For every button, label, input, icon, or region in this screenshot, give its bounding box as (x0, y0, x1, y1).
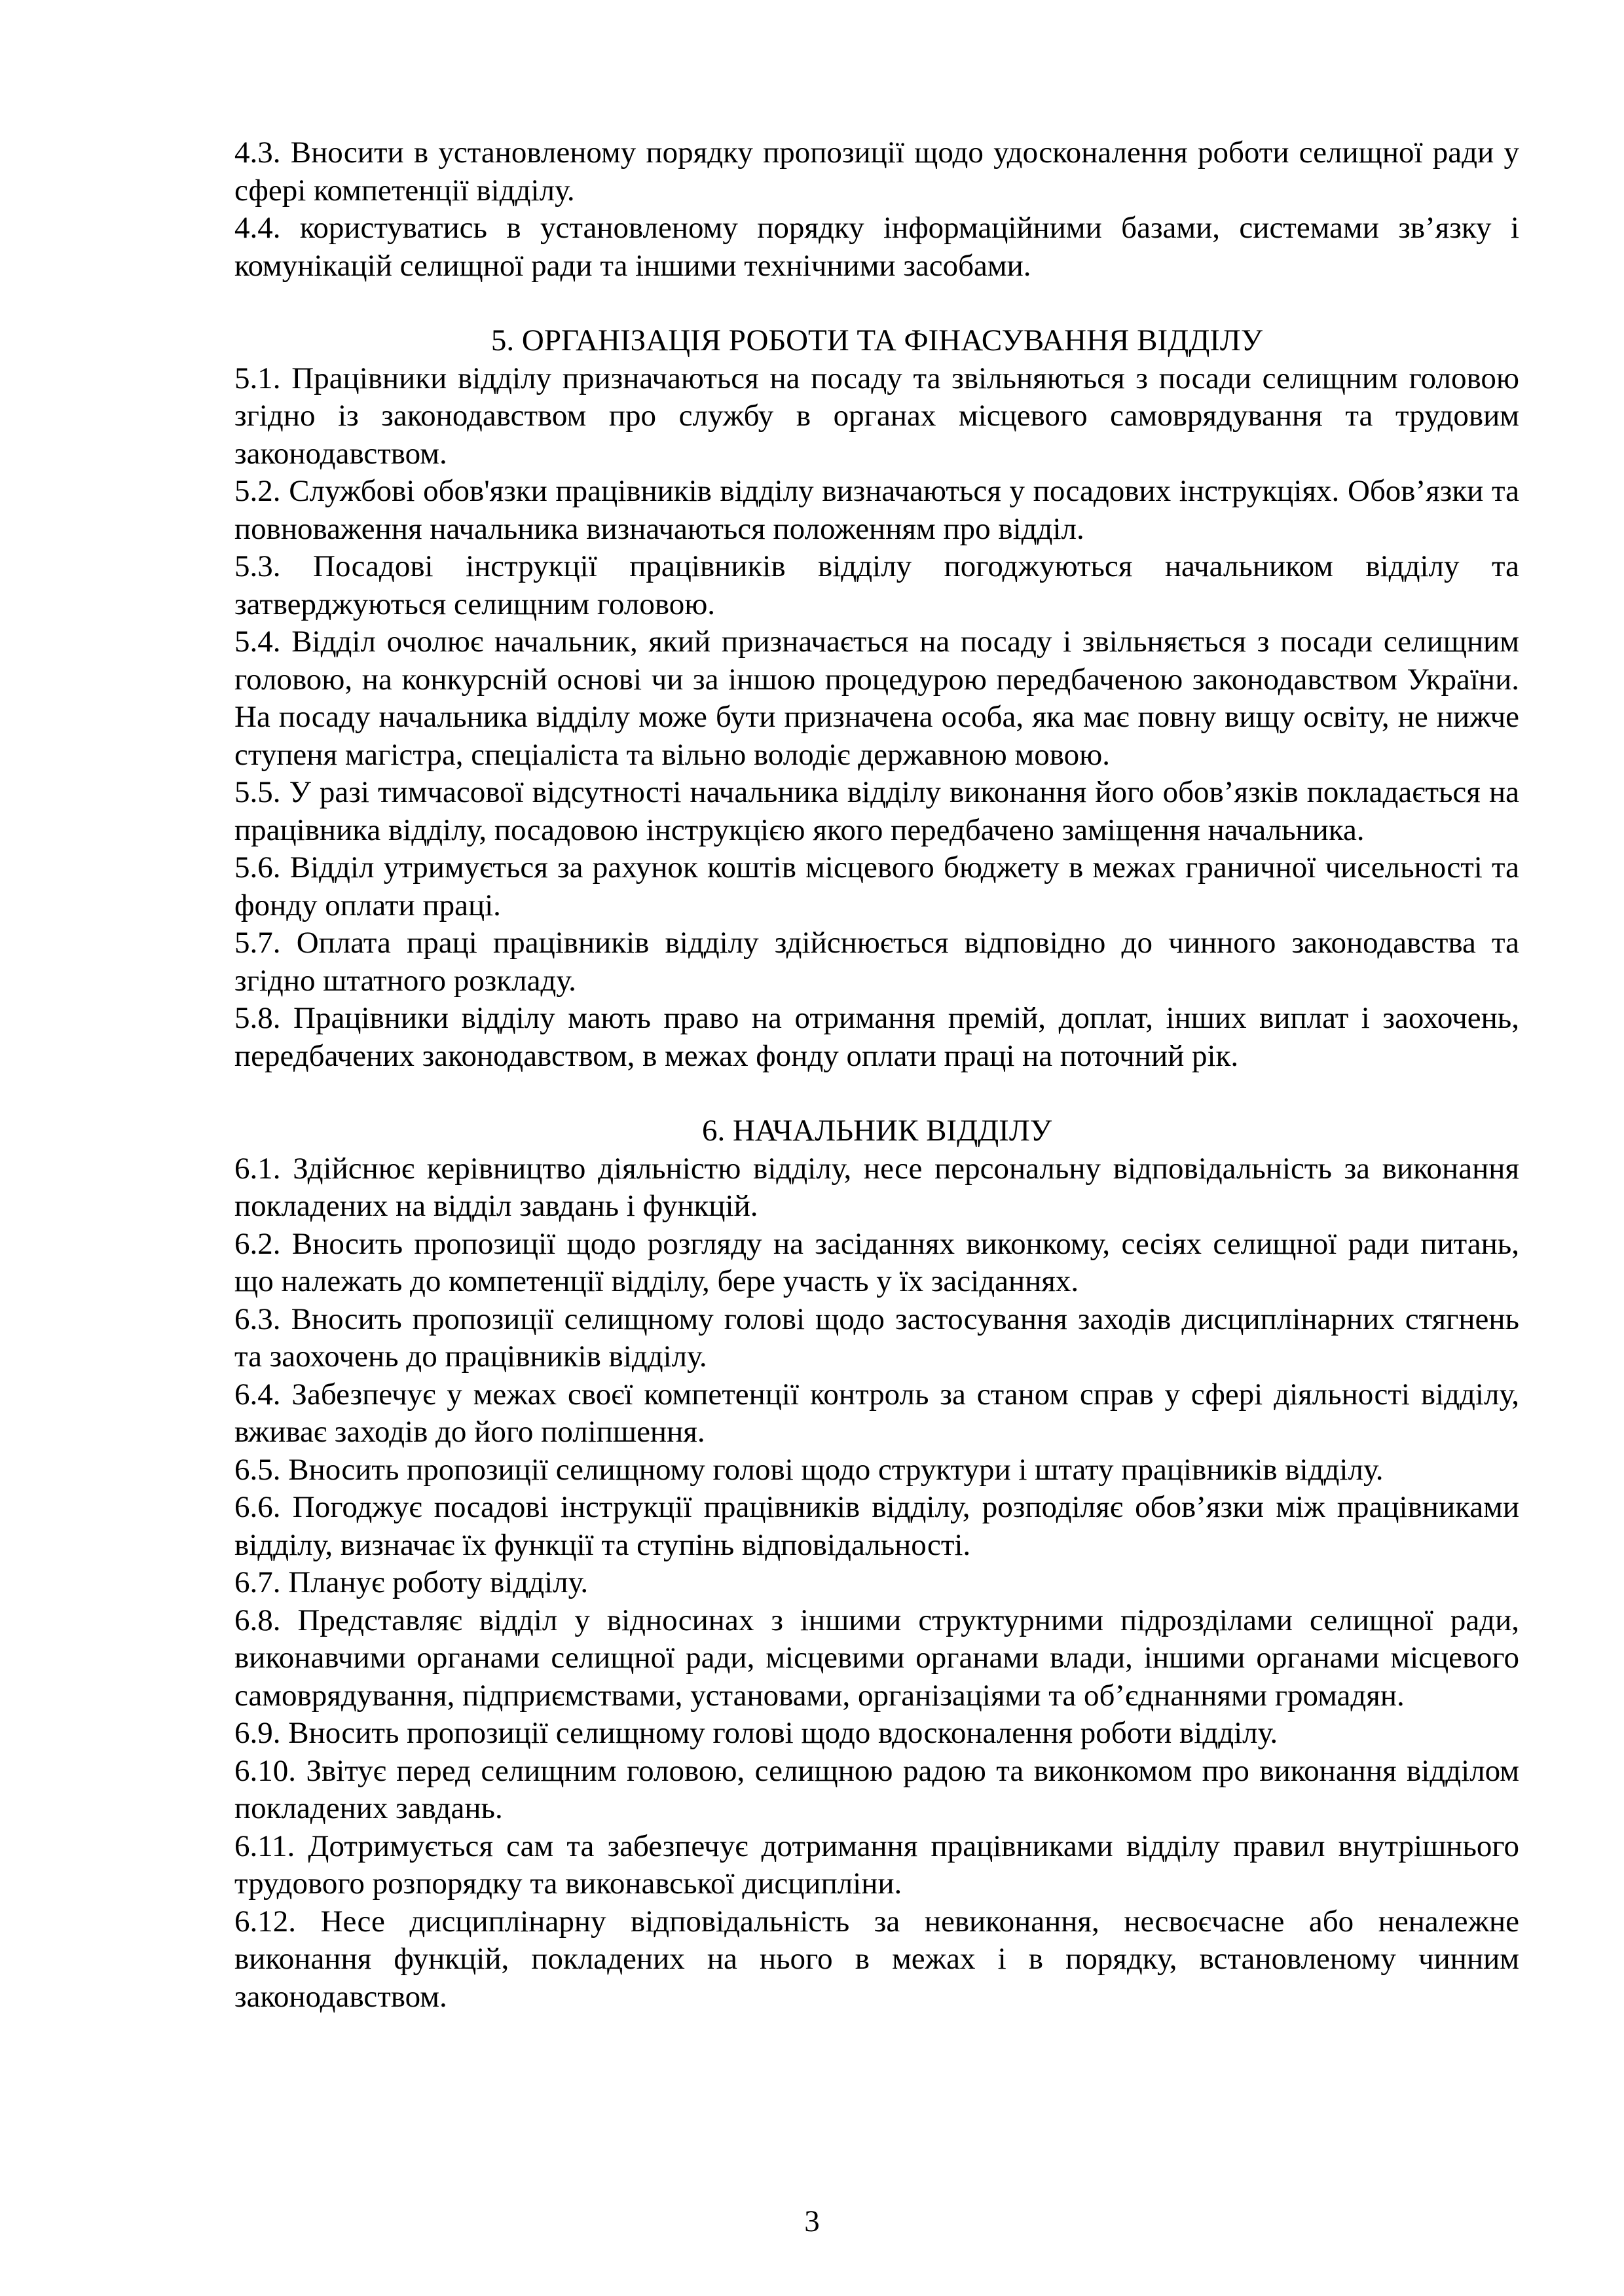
section-5-heading: 5. ОРГАНІЗАЦІЯ РОБОТИ ТА ФІНАСУВАННЯ ВІДДІЛУ (490, 323, 1263, 357)
clause-5-1: 5.1. Працівники відділу призначаються на посаду та звільняються з посади селищним головою згідно із законодавством про службу в органах місцевого самоврядування та трудовим законодавством. (234, 361, 1519, 471)
clause-6-3: 6.3. Вносить пропозиції селищному голові щодо застосування заходів дисциплінарних стягнень та заохочень до працівників відділу. (234, 1302, 1519, 1374)
clause-5-3: 5.3. Посадові інструкції працівників відділу погоджуються начальником відділу та затверджуються селищним головою. (234, 549, 1519, 621)
clause-6-8: 6.8. Представляє відділ у відносинах з іншими структурними підрозділами селищної ради, виконавчими органами селищної ради, місцевими органами влади, іншими органами місцевого самоврядування, підприємствами, установами, організаціями та об’єднаннями громадян. (234, 1603, 1519, 1713)
clause-6-7: 6.7. Планує роботу відділу. (234, 1565, 589, 1599)
clause-6-6: 6.6. Погоджує посадові інструкції працівників відділу, розподіляє обов’язки між працівниками відділу, визначає їх функції та ступінь відповідальності. (234, 1490, 1519, 1562)
clause-6-9: 6.9. Вносить пропозиції селищному голові щодо вдосконалення роботи відділу. (234, 1716, 1278, 1750)
clause-6-4: 6.4. Забезпечує у межах своєї компетенції контроль за станом справ у сфері діяльності відділу, вживає заходів до його поліпшення. (234, 1377, 1519, 1449)
clause-5-8: 5.8. Працівники відділу мають право на отримання премій, доплат, інших виплат і заохочень, передбачених законодавством, в межах фонду оплати праці на поточний рік. (234, 1001, 1519, 1073)
clause-4-3: 4.3. Вносити в установленому порядку пропозиції щодо удосконалення роботи селищної ради у сфері компетенції відділу. (234, 136, 1519, 208)
clause-6-11: 6.11. Дотримується сам та забезпечує дотримання працівниками відділу правил внутрішнього трудового розпорядку та виконавської дисципліни. (234, 1829, 1519, 1901)
clause-5-4: 5.4. Відділ очолює начальник, який призначається на посаду і звільняється з посади селищним головою, на конкурсній основі чи за іншою процедурою передбаченою законодавством України. На посаду начальника відділу може бути призначена особа, яка має повну вищу освіту, не нижче ступеня магістра, спеціаліста та вільно володіє державною мовою. (234, 625, 1519, 772)
clause-5-6: 5.6. Відділ утримується за рахунок коштів місцевого бюджету в межах граничної чисельності та фонду оплати праці. (234, 850, 1519, 922)
clause-6-10: 6.10. Звітує перед селищним головою, селищною радою та виконкомом про виконання відділом покладених завдань. (234, 1753, 1519, 1825)
clause-4-4: 4.4. користуватись в установленому порядку інформаційними базами, системами зв’язку і комунікацій селищної ради та іншими технічними засобами. (234, 211, 1519, 283)
clause-5-5: 5.5. У разі тимчасової відсутності начальника відділу виконання його обов’язків покладається на працівника відділу, посадовою інструкцією якого передбачено заміщення начальника. (234, 775, 1519, 847)
clause-6-12: 6.12. Несе дисциплінарну відповідальність за невиконання, несвоєчасне або неналежне виконання функцій, покладених на нього в межах і в порядку, встановленому чинним законодавством. (234, 1904, 1519, 2014)
section-6-heading: 6. НАЧАЛЬНИК ВІДДІЛУ (701, 1114, 1052, 1148)
document-page (234, 134, 1519, 2016)
clause-6-5: 6.5. Вносить пропозиції селищному голові щодо структури і штату працівників відділу. (234, 1452, 1384, 1487)
clause-6-2: 6.2. Вносить пропозиції щодо розгляду на засіданнях виконкому, сесіях селищної ради питань, що належать до компетенції відділу, бере участь у їх засіданнях. (234, 1226, 1519, 1298)
clause-6-1: 6.1. Здійснює керівництво діяльністю відділу, несе персональну відповідальність за виконання покладених на відділ завдань і функцій. (234, 1151, 1519, 1223)
clause-5-2: 5.2. Службові обов'язки працівників відділу визначаються у посадових інструкціях. Обов’язки та повноваження начальника визначаються положенням про відділ. (234, 474, 1519, 546)
page-number: 3 (804, 2204, 820, 2238)
clause-5-7: 5.7. Оплата праці працівників відділу здійснюється відповідно до чинного законодавства та згідно штатного розкладу. (234, 926, 1519, 998)
